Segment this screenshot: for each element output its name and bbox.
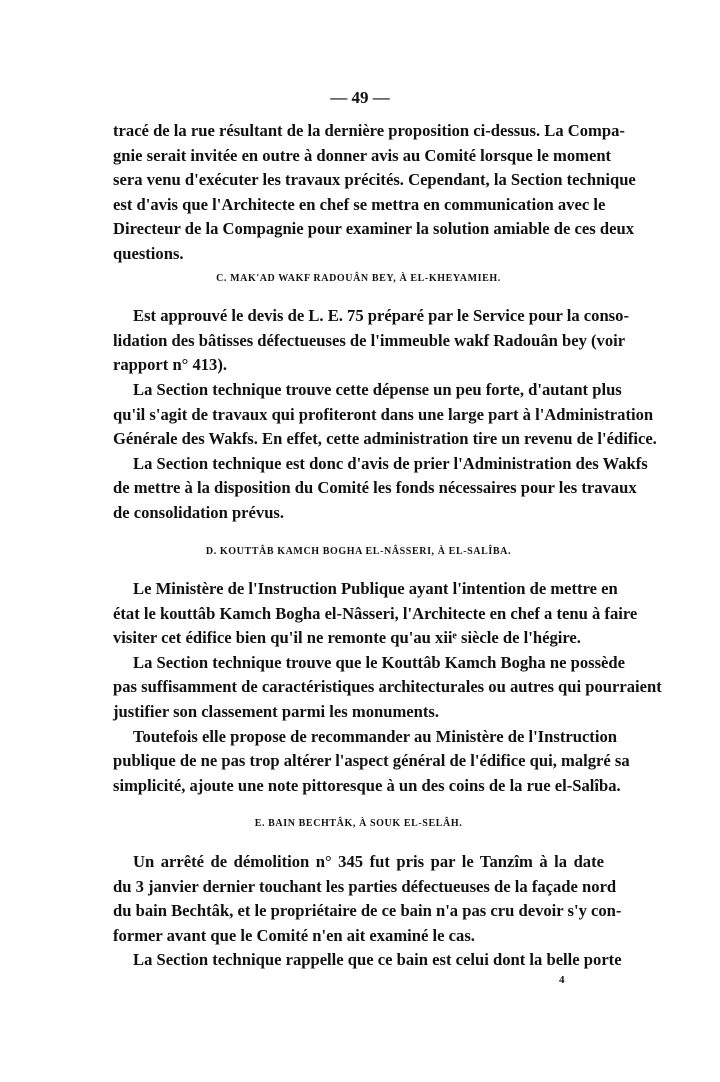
text-line: questions. [113, 243, 184, 263]
text-line: gnie serait invitée en outre à donner avis au Comité lorsque le moment [113, 145, 612, 165]
text-column [113, 119, 662, 973]
paragraph [113, 850, 622, 948]
paragraph [113, 725, 630, 799]
text-line: tracé de la rue résultant de la dernière proposition ci-dessus. La Compa- [113, 121, 625, 140]
section-heading: D. KOUTTÂB KAMCH BOGHA EL-NÂSSERI, À EL-SALÎBA. [205, 545, 512, 557]
text-line: Le Ministère de l'Instruction Publique ayant l'intention de mettre en [133, 579, 618, 599]
section-heading: C. MAK'AD WAKF RADOUÂN BEY, À EL-KHEYAMIEH. [216, 272, 501, 284]
text-line: qu'il s'agit de travaux qui profiteront dans une large part à l'Administration [113, 404, 654, 424]
text-line: du 3 janvier dernier touchant les parties défectueuses de la façade nord [113, 876, 617, 896]
text-line: de mettre à la disposition du Comité les fonds nécessaires pour les travaux [113, 478, 637, 498]
text-line: Générale des Wakfs. En effet, cette administration tire un revenu de l'édifice. [113, 429, 657, 449]
text-line: justifier son classement parmi les monuments. [113, 702, 440, 722]
text-line: de consolidation prévus. [113, 502, 285, 522]
paragraph [113, 651, 662, 725]
paragraph [113, 577, 638, 651]
text-line: Est approuvé le devis de L. E. 75 préparé par le Service pour la conso- [133, 306, 629, 326]
text-line: pas suffisamment de caractéristiques architecturales ou autres qui pourraient [113, 677, 662, 697]
text-line: Un arrêté de démolition n° 345 fut pris par le Tanzîm à la date [133, 852, 604, 872]
text-line: rapport n° 413). [113, 355, 228, 375]
text-line: lidation des bâtisses défectueuses de l'immeuble wakf Radouân bey (voir [113, 330, 626, 350]
paragraph [113, 378, 657, 452]
text-line: La Section technique rappelle que ce bain est celui dont la belle porte [133, 950, 622, 970]
paragraph [113, 948, 622, 973]
text-line: La Section technique trouve que le Kouttâb Kamch Bogha ne possède [133, 652, 626, 672]
text-line: visiter cet édifice bien qu'il ne remonte qu'au xiiᵉ siècle de l'hégire. [113, 628, 581, 648]
signature-mark: 4 [559, 974, 565, 986]
page-number: — 49 — [330, 88, 390, 107]
paragraph [113, 452, 648, 526]
paragraph [113, 119, 636, 267]
section-heading: E. BAIN BECHTÂK, À SOUK EL-SELÂH. [254, 818, 463, 830]
text-line: publique de ne pas trop altérer l'aspect général de l'édifice qui, malgré sa [113, 751, 630, 771]
text-line: former avant que le Comité n'en ait examiné le cas. [113, 925, 475, 945]
text-line: simplicité, ajoute une note pittoresque à un des coins de la rue el-Salîba. [113, 775, 621, 795]
text-line: état le kouttâb Kamch Bogha el-Nâsseri, l'Architecte en chef a tenu à faire [113, 603, 638, 623]
text-line: sera venu d'exécuter les travaux précités. Cependant, la Section technique [113, 170, 636, 190]
paragraph [113, 304, 629, 378]
text-line: Directeur de la Compagnie pour examiner la solution amiable de ces deux [113, 219, 635, 239]
text-line: est d'avis que l'Architecte en chef se mettra en communication avec le [113, 194, 606, 214]
text-line: La Section technique trouve cette dépense un peu forte, d'autant plus [133, 379, 622, 399]
text-line: Toutefois elle propose de recommander au Ministère de l'Instruction [133, 726, 617, 746]
text-line: du bain Bechtâk, et le propriétaire de ce bain n'a pas cru devoir s'y con- [113, 901, 622, 921]
text-line: La Section technique est donc d'avis de prier l'Administration des Wakfs [133, 453, 648, 473]
